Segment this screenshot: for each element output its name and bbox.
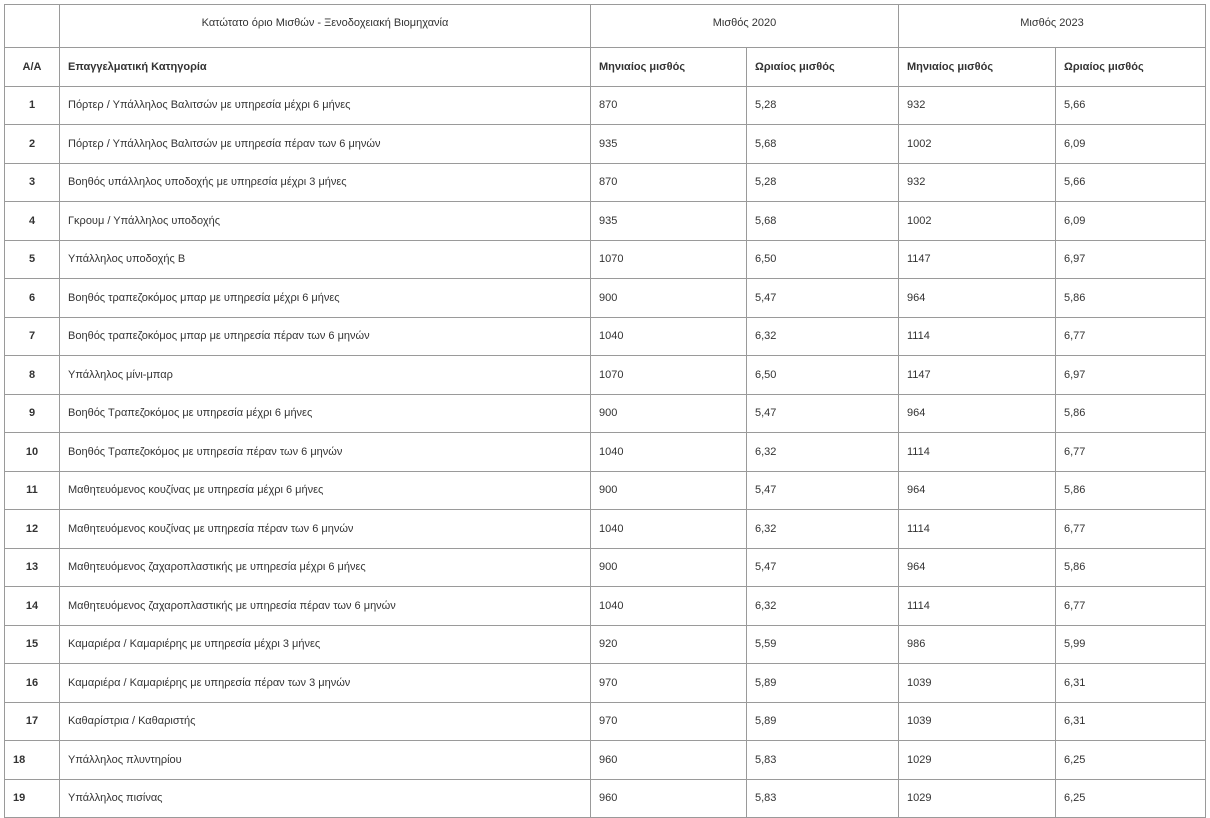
row-hourly-2023: 6,77 [1056, 433, 1206, 472]
row-hourly-2023: 5,66 [1056, 163, 1206, 202]
row-index: 16 [5, 664, 60, 703]
row-category: Μαθητευόμενος ζαχαροπλαστικής με υπηρεσία πέραν των 6 μηνών [60, 587, 591, 626]
row-monthly-2020: 960 [591, 741, 747, 780]
row-category: Μαθητευόμενος κουζίνας με υπηρεσία πέραν των 6 μηνών [60, 510, 591, 549]
row-hourly-2020: 5,28 [747, 163, 899, 202]
corner-cell [5, 5, 60, 48]
row-category: Βοηθός τραπεζοκόμος μπαρ με υπηρεσία πέραν των 6 μηνών [60, 317, 591, 356]
row-monthly-2020: 1070 [591, 240, 747, 279]
row-index: 9 [5, 394, 60, 433]
row-monthly-2023: 1002 [899, 202, 1056, 241]
row-hourly-2023: 6,25 [1056, 741, 1206, 780]
table-row [5, 202, 1206, 241]
row-hourly-2023: 6,77 [1056, 587, 1206, 626]
row-hourly-2023: 6,31 [1056, 702, 1206, 741]
row-monthly-2020: 870 [591, 86, 747, 125]
row-monthly-2020: 900 [591, 471, 747, 510]
row-monthly-2023: 1039 [899, 702, 1056, 741]
monthly-2023-header: Μηνιαίος μισθός [899, 48, 1056, 87]
row-hourly-2023: 6,09 [1056, 125, 1206, 164]
row-monthly-2020: 935 [591, 125, 747, 164]
row-monthly-2020: 1040 [591, 587, 747, 626]
row-monthly-2023: 964 [899, 471, 1056, 510]
row-index: 18 [5, 741, 60, 780]
category-header: Επαγγελματική Κατηγορία [60, 48, 591, 87]
hourly-2023-header: Ωριαίος μισθός [1056, 48, 1206, 87]
column-header-row [5, 48, 1206, 87]
row-index: 1 [5, 86, 60, 125]
row-monthly-2020: 970 [591, 664, 747, 703]
row-hourly-2023: 5,66 [1056, 86, 1206, 125]
row-monthly-2023: 1002 [899, 125, 1056, 164]
table-body [5, 5, 1206, 818]
table-row [5, 741, 1206, 780]
wage-table-container [4, 4, 1206, 818]
row-index: 17 [5, 702, 60, 741]
row-hourly-2023: 5,86 [1056, 471, 1206, 510]
row-hourly-2023: 5,99 [1056, 625, 1206, 664]
row-category: Γκρουμ / Υπάλληλος υποδοχής [60, 202, 591, 241]
row-hourly-2023: 6,77 [1056, 317, 1206, 356]
row-monthly-2023: 964 [899, 279, 1056, 318]
row-monthly-2023: 1029 [899, 741, 1056, 780]
row-monthly-2023: 1147 [899, 356, 1056, 395]
row-hourly-2023: 6,31 [1056, 664, 1206, 703]
row-index: 3 [5, 163, 60, 202]
row-index: 6 [5, 279, 60, 318]
row-index: 5 [5, 240, 60, 279]
row-hourly-2020: 5,89 [747, 664, 899, 703]
row-monthly-2020: 900 [591, 279, 747, 318]
row-monthly-2023: 932 [899, 86, 1056, 125]
row-category: Υπάλληλος μίνι-μπαρ [60, 356, 591, 395]
row-category: Βοηθός Τραπεζοκόμος με υπηρεσία μέχρι 6 μήνες [60, 394, 591, 433]
row-hourly-2023: 6,09 [1056, 202, 1206, 241]
year-2023-header: Μισθός 2023 [899, 5, 1206, 48]
table-row [5, 125, 1206, 164]
row-category: Υπάλληλος υποδοχής Β [60, 240, 591, 279]
row-index: 15 [5, 625, 60, 664]
table-row [5, 664, 1206, 703]
row-hourly-2020: 5,83 [747, 741, 899, 780]
row-monthly-2020: 920 [591, 625, 747, 664]
row-index: 14 [5, 587, 60, 626]
row-hourly-2020: 6,50 [747, 240, 899, 279]
row-hourly-2023: 6,97 [1056, 240, 1206, 279]
row-monthly-2023: 1114 [899, 587, 1056, 626]
row-index: 8 [5, 356, 60, 395]
row-hourly-2020: 5,68 [747, 202, 899, 241]
hourly-2020-header: Ωριαίος μισθός [747, 48, 899, 87]
row-hourly-2020: 5,47 [747, 394, 899, 433]
row-hourly-2023: 6,77 [1056, 510, 1206, 549]
row-hourly-2020: 6,32 [747, 510, 899, 549]
row-category: Πόρτερ / Υπάλληλος Βαλιτσών με υπηρεσία πέραν των 6 μηνών [60, 125, 591, 164]
row-monthly-2020: 970 [591, 702, 747, 741]
row-category: Μαθητευόμενος κουζίνας με υπηρεσία μέχρι 6 μήνες [60, 471, 591, 510]
row-hourly-2023: 5,86 [1056, 394, 1206, 433]
table-row [5, 587, 1206, 626]
table-title-row [5, 5, 1206, 48]
row-hourly-2020: 5,68 [747, 125, 899, 164]
row-index: 19 [5, 779, 60, 818]
row-monthly-2020: 960 [591, 779, 747, 818]
row-monthly-2023: 964 [899, 548, 1056, 587]
row-category: Καμαριέρα / Καμαριέρης με υπηρεσία πέραν των 3 μηνών [60, 664, 591, 703]
table-row [5, 702, 1206, 741]
row-category: Υπάλληλος πλυντηρίου [60, 741, 591, 780]
row-hourly-2020: 6,32 [747, 587, 899, 626]
row-monthly-2020: 900 [591, 394, 747, 433]
table-row [5, 510, 1206, 549]
table-row [5, 240, 1206, 279]
row-monthly-2020: 1040 [591, 510, 747, 549]
table-row [5, 86, 1206, 125]
row-monthly-2023: 964 [899, 394, 1056, 433]
row-index: 10 [5, 433, 60, 472]
wage-table [4, 4, 1206, 818]
row-category: Καμαριέρα / Καμαριέρης με υπηρεσία μέχρι 3 μήνες [60, 625, 591, 664]
table-row [5, 433, 1206, 472]
row-monthly-2020: 935 [591, 202, 747, 241]
row-index: 7 [5, 317, 60, 356]
row-category: Μαθητευόμενος ζαχαροπλαστικής με υπηρεσία μέχρι 6 μήνες [60, 548, 591, 587]
row-index: 4 [5, 202, 60, 241]
row-index: 11 [5, 471, 60, 510]
row-category: Βοηθός Τραπεζοκόμος με υπηρεσία πέραν των 6 μηνών [60, 433, 591, 472]
row-index: 12 [5, 510, 60, 549]
monthly-2020-header: Μηνιαίος μισθός [591, 48, 747, 87]
row-monthly-2023: 986 [899, 625, 1056, 664]
row-hourly-2020: 5,89 [747, 702, 899, 741]
row-monthly-2020: 1070 [591, 356, 747, 395]
row-hourly-2020: 5,59 [747, 625, 899, 664]
table-row [5, 779, 1206, 818]
row-category: Βοηθός υπάλληλος υποδοχής με υπηρεσία μέχρι 3 μήνες [60, 163, 591, 202]
row-monthly-2020: 1040 [591, 317, 747, 356]
row-monthly-2023: 932 [899, 163, 1056, 202]
row-hourly-2020: 6,50 [747, 356, 899, 395]
row-monthly-2023: 1114 [899, 317, 1056, 356]
row-hourly-2020: 6,32 [747, 433, 899, 472]
table-row [5, 471, 1206, 510]
row-monthly-2020: 900 [591, 548, 747, 587]
table-row [5, 163, 1206, 202]
index-header: Α/Α [5, 48, 60, 87]
table-row [5, 548, 1206, 587]
row-hourly-2020: 5,47 [747, 279, 899, 318]
row-hourly-2023: 6,97 [1056, 356, 1206, 395]
row-category: Υπάλληλος πισίνας [60, 779, 591, 818]
table-title: Κατώτατο όριο Μισθών - Ξενοδοχειακή Βιομηχανία [60, 5, 591, 48]
row-hourly-2023: 5,86 [1056, 548, 1206, 587]
row-hourly-2023: 5,86 [1056, 279, 1206, 318]
table-row [5, 317, 1206, 356]
row-category: Βοηθός τραπεζοκόμος μπαρ με υπηρεσία μέχρι 6 μήνες [60, 279, 591, 318]
table-row [5, 356, 1206, 395]
row-category: Καθαρίστρια / Καθαριστής [60, 702, 591, 741]
table-row [5, 279, 1206, 318]
row-monthly-2020: 870 [591, 163, 747, 202]
row-monthly-2023: 1039 [899, 664, 1056, 703]
row-hourly-2020: 6,32 [747, 317, 899, 356]
row-hourly-2023: 6,25 [1056, 779, 1206, 818]
table-row [5, 625, 1206, 664]
row-monthly-2023: 1114 [899, 510, 1056, 549]
row-index: 2 [5, 125, 60, 164]
row-hourly-2020: 5,47 [747, 471, 899, 510]
row-monthly-2020: 1040 [591, 433, 747, 472]
table-row [5, 394, 1206, 433]
row-monthly-2023: 1147 [899, 240, 1056, 279]
row-index: 13 [5, 548, 60, 587]
row-monthly-2023: 1114 [899, 433, 1056, 472]
row-category: Πόρτερ / Υπάλληλος Βαλιτσών με υπηρεσία μέχρι 6 μήνες [60, 86, 591, 125]
row-hourly-2020: 5,28 [747, 86, 899, 125]
row-hourly-2020: 5,83 [747, 779, 899, 818]
year-2020-header: Μισθός 2020 [591, 5, 899, 48]
row-monthly-2023: 1029 [899, 779, 1056, 818]
row-hourly-2020: 5,47 [747, 548, 899, 587]
